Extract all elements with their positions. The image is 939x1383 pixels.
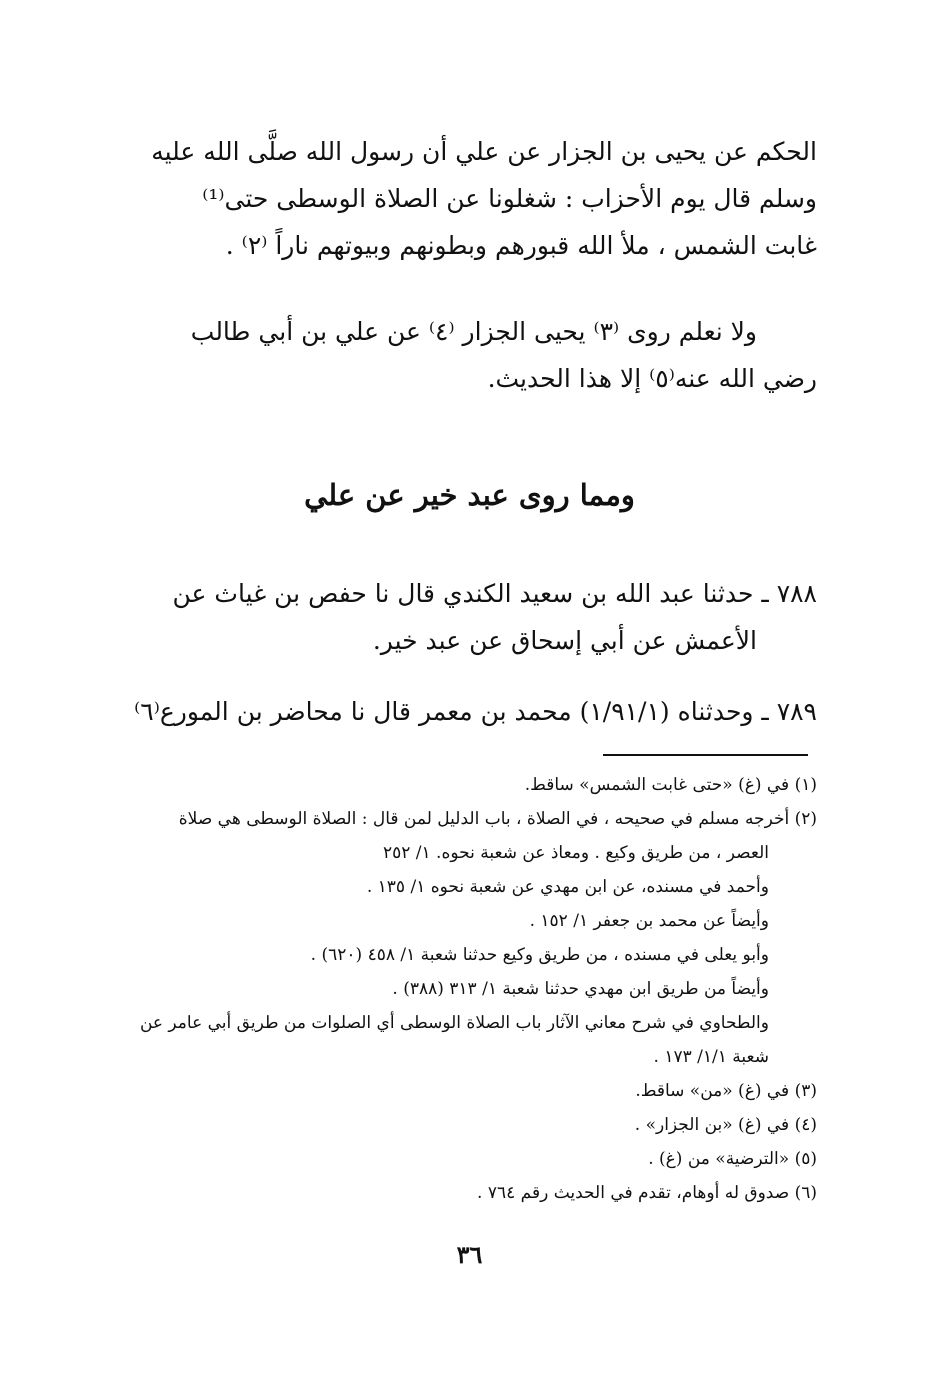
text-line: ٧٨٩ ـ وحدثناه (١/٩١/١) محمد بن معمر قال نا محاضر بن المورع⁽٦⁾ xyxy=(134,697,817,726)
footnote-continuation: وأحمد في مسنده، عن ابن مهدي عن شعبة نحوه ١/ ١٣٥ . xyxy=(366,877,769,897)
footnote: (٥) «الترضية» من (غ) . xyxy=(648,1149,817,1169)
text-line: ٧٨٨ ـ حدثنا عبد الله بن سعيد الكندي قال نا حفص بن غياث عن xyxy=(172,579,817,608)
text-line: ولا نعلم روى ⁽٣⁾ يحيى الجزار ⁽٤⁾ عن علي بن أبي طالب xyxy=(190,317,757,346)
footnote-continuation: والطحاوي في شرح معاني الآثار باب الصلاة الوسطى أي الصلوات من طريق أبي عامر عن xyxy=(139,1013,769,1033)
text-line: الأعمش عن أبي إسحاق عن عبد خير. xyxy=(372,626,757,655)
footnote-continuation: وأبو يعلى في مسنده ، من طريق وكيع حدثنا شعبة ١/ ٤٥٨ (٦٢٠) . xyxy=(310,945,769,965)
footnote: (٤) في (غ) «بن الجزار» . xyxy=(634,1115,817,1135)
footnote-continuation: شعبة ١/١/ ١٧٣ . xyxy=(653,1047,769,1067)
hadith-789 xyxy=(117,688,817,735)
text-line: رضي الله عنه⁽٥⁾ إلا هذا الحديث. xyxy=(487,364,817,393)
paragraph-2 xyxy=(117,308,817,402)
footnotes xyxy=(117,768,817,1210)
text-line: وسلم قال يوم الأحزاب : شغلونا عن الصلاة الوسطى حتى⁽¹⁾ xyxy=(202,184,817,213)
footnote-continuation: وأيضاً من طريق ابن مهدي حدثنا شعبة ١/ ٣١٣ (٣٨٨) . xyxy=(392,979,769,999)
page-number: ٣٦ xyxy=(456,1240,483,1269)
footnote: (٦) صدوق له أوهام، تقدم في الحديث رقم ٧٦٤ . xyxy=(477,1183,817,1203)
footnote: (١) في (غ) «حتى غابت الشمس» ساقط. xyxy=(524,775,817,795)
footnote: (٣) في (غ) «من» ساقط. xyxy=(635,1081,817,1101)
footnote-divider xyxy=(603,754,808,756)
hadith-788 xyxy=(117,570,817,664)
text-line: غابت الشمس ، ملأ الله قبورهم وبطونهم وبيوتهم ناراً ⁽٢⁾ . xyxy=(225,231,817,260)
text-line: الحكم عن يحيى بن الجزار عن علي أن رسول الله صلَّى الله عليه xyxy=(151,137,817,166)
footnote: (٢) أخرجه مسلم في صحيحه ، في الصلاة ، باب الدليل لمن قال : الصلاة الوسطى هي صلاة xyxy=(178,809,817,829)
footnote-continuation: وأيضاً عن محمد بن جعفر ١/ ١٥٢ . xyxy=(529,911,769,931)
paragraph-1 xyxy=(117,128,817,269)
section-heading: ومما روى عبد خير عن علي xyxy=(304,478,635,512)
footnote-continuation: العصر ، من طريق وكيع . ومعاذ عن شعبة نحوه. ١/ ٢٥٢ xyxy=(382,843,769,863)
